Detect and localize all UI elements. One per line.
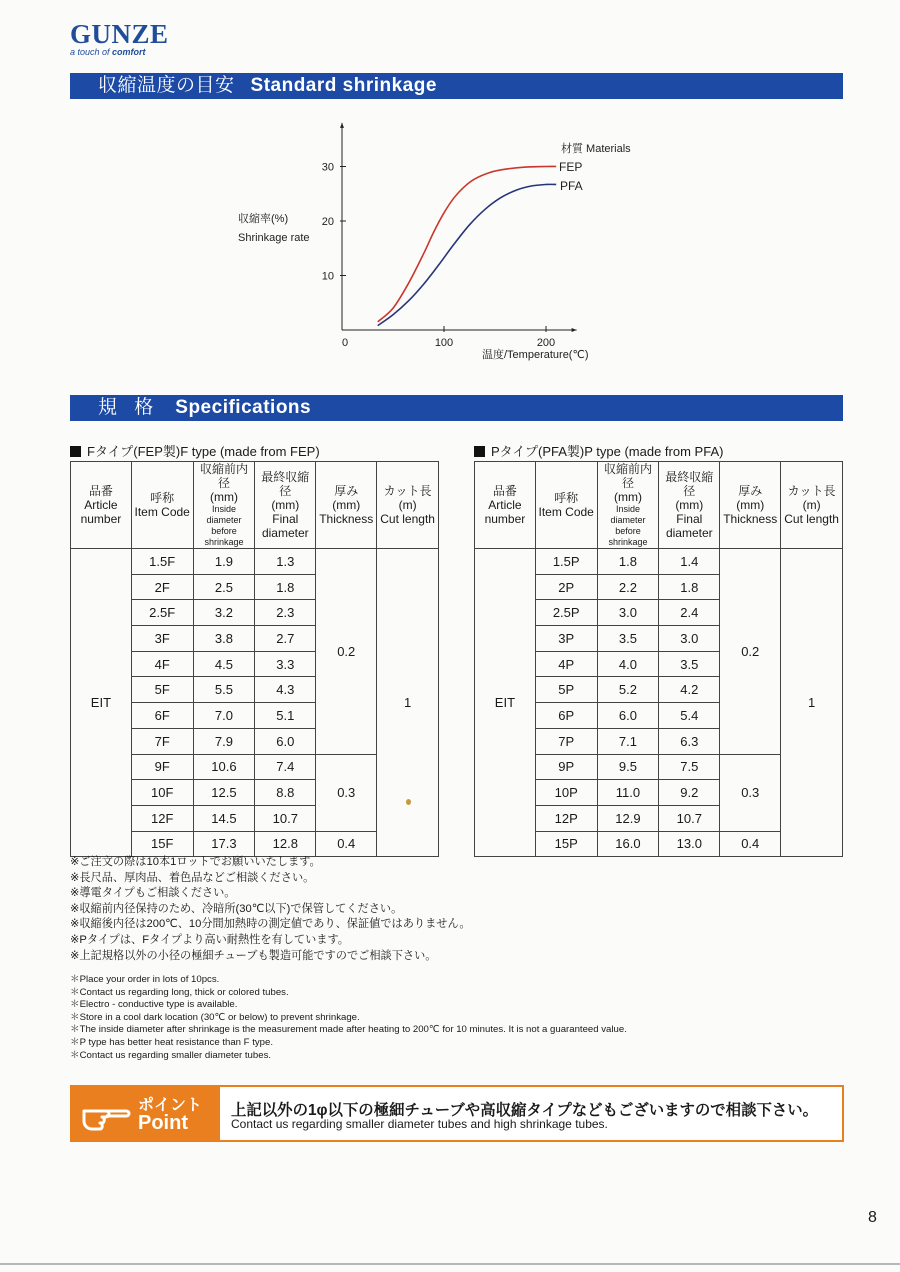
chart-legend-title: 材質 Materials [561, 143, 631, 155]
header-article: 品番 Article number [475, 462, 536, 549]
x-tick-label: 0 [341, 337, 349, 349]
item-code-cell: 3P [535, 626, 597, 652]
inside-diameter-cell: 7.0 [193, 703, 255, 729]
inside-diameter-cell: 1.9 [193, 549, 255, 575]
final-diameter-cell: 6.3 [659, 728, 720, 754]
ink-spot [406, 799, 411, 805]
header-final-diameter: 最終収縮径 (mm) Final diameter [255, 462, 316, 549]
section-bar-specifications [70, 395, 843, 421]
thickness-cell: 0.4 [720, 831, 781, 857]
item-code-cell: 10P [535, 780, 597, 806]
item-code-cell: 2.5F [131, 600, 193, 626]
header-thickness: 厚み (mm) Thickness [720, 462, 781, 549]
inside-diameter-cell: 1.8 [597, 549, 659, 575]
inside-diameter-cell: 3.0 [597, 600, 659, 626]
x-tick-label: 100 [434, 337, 454, 349]
final-diameter-cell: 3.3 [255, 651, 316, 677]
final-diameter-cell: 1.8 [255, 574, 316, 600]
inside-diameter-cell: 9.5 [597, 754, 659, 780]
item-code-cell: 2P [535, 574, 597, 600]
item-code-cell: 7F [131, 728, 193, 754]
header-inside-diameter: 収縮前内径 (mm) Inside diameter before shrinkage [597, 462, 659, 549]
header-item-code: 呼称 Item Code [131, 462, 193, 549]
item-code-cell: 5P [535, 677, 597, 703]
item-code-cell: 2F [131, 574, 193, 600]
inside-diameter-cell: 5.5 [193, 677, 255, 703]
pointing-hand-icon [80, 1093, 136, 1135]
final-diameter-cell: 3.5 [659, 651, 720, 677]
shrinkage-chart [230, 112, 660, 377]
point-text-jp: 上記以外の1φ以下の極細チューブや高収縮タイプなどもございますので相談下さい。 [231, 1102, 819, 1119]
item-code-cell: 1.5P [535, 549, 597, 575]
item-code-cell: 6F [131, 703, 193, 729]
page-number: 8 [868, 1209, 877, 1226]
inside-diameter-cell: 17.3 [193, 831, 255, 857]
item-code-cell: 15P [535, 831, 597, 857]
item-code-cell: 15F [131, 831, 193, 857]
x-axis-arrow-icon [572, 328, 577, 332]
p-type-spec-table [474, 461, 843, 857]
note-en: ＊Store in a cool dark location (30℃ or below) to prevent shrinkage. [70, 1011, 360, 1023]
inside-diameter-cell: 4.5 [193, 651, 255, 677]
y-axis-arrow-icon [340, 123, 344, 128]
inside-diameter-cell: 3.8 [193, 626, 255, 652]
header-cut-length: カット長 (m) Cut length [377, 462, 439, 549]
point-label-jp: ポイント [138, 1097, 203, 1114]
final-diameter-cell: 5.1 [255, 703, 316, 729]
final-diameter-cell: 2.7 [255, 626, 316, 652]
article-cell: EIT [71, 549, 132, 857]
note-en: ＊Contact us regarding smaller diameter tubes. [70, 1049, 272, 1061]
final-diameter-cell: 1.3 [255, 549, 316, 575]
y-tick-label: 20 [321, 216, 334, 228]
item-code-cell: 6P [535, 703, 597, 729]
item-code-cell: 4F [131, 651, 193, 677]
section1-title-jp: 収縮温度の目安 [98, 75, 235, 96]
note-en: ＊Place your order in lots of 10pcs. [70, 974, 220, 985]
inside-diameter-cell: 6.0 [597, 703, 659, 729]
table-row [71, 549, 439, 575]
item-code-cell: 4P [535, 651, 597, 677]
final-diameter-cell: 7.4 [255, 754, 316, 780]
item-code-cell: 2.5P [535, 600, 597, 626]
final-diameter-cell: 4.3 [255, 677, 316, 703]
chart-legend-fep: FEP [559, 160, 583, 174]
header-article: 品番 Article number [71, 462, 132, 549]
final-diameter-cell: 8.8 [255, 780, 316, 806]
inside-diameter-cell: 5.2 [597, 677, 659, 703]
note-jp: ※ご注文の際は10本1ロットでお願いいたします。 [70, 856, 321, 868]
x-tick-label: 200 [536, 337, 556, 349]
final-diameter-cell: 6.0 [255, 728, 316, 754]
section2-title-jp: 規 格 [98, 397, 160, 418]
header-cut-length: カット長 (m) Cut length [781, 462, 843, 549]
point-callout [70, 1085, 844, 1142]
section2-title-en: Specifications [175, 397, 312, 418]
chart-ylabel-en: Shrinkage rate [238, 232, 310, 244]
header-final-diameter: 最終収縮径 (mm) Final diameter [659, 462, 720, 549]
note-jp: ※収縮後内径は200℃、10分間加熱時の測定値であり、保証値ではありません。 [70, 918, 471, 931]
series-line-fep [378, 166, 557, 321]
item-code-cell: 3F [131, 626, 193, 652]
point-label-en: Point [138, 1112, 188, 1134]
y-tick-label: 10 [321, 270, 334, 283]
inside-diameter-cell: 3.5 [597, 626, 659, 652]
inside-diameter-cell: 12.5 [193, 780, 255, 806]
chart-ylabel-jp: 収縮率(%) [238, 213, 289, 225]
point-text-en: Contact us regarding smaller diameter tubes and high shrinkage tubes. [231, 1117, 608, 1131]
inside-diameter-cell: 2.5 [193, 574, 255, 600]
note-jp: ※長尺品、厚肉品、着色品などご相談ください。 [70, 871, 315, 884]
final-diameter-cell: 7.5 [659, 754, 720, 780]
final-diameter-cell: 9.2 [659, 780, 720, 806]
gunze-logo [70, 20, 169, 57]
f-table-caption: Fタイプ(FEP製)F type (made from FEP) [70, 441, 320, 460]
final-diameter-cell: 4.2 [659, 677, 720, 703]
inside-diameter-cell: 7.9 [193, 728, 255, 754]
cut-length-cell: 1 [377, 549, 439, 857]
inside-diameter-cell: 14.5 [193, 805, 255, 831]
inside-diameter-cell: 10.6 [193, 754, 255, 780]
article-cell: EIT [475, 549, 536, 857]
brand-tagline: a touch of comfort [70, 47, 146, 57]
note-en: ＊P type has better heat resistance than F type. [70, 1036, 274, 1048]
inside-diameter-cell: 3.2 [193, 600, 255, 626]
item-code-cell: 5F [131, 677, 193, 703]
square-bullet-icon [474, 446, 485, 457]
series-line-pfa [378, 184, 557, 325]
final-diameter-cell: 2.4 [659, 600, 720, 626]
note-en: ＊Electro - conductive type is available. [70, 999, 238, 1011]
chart-legend-pfa: PFA [560, 179, 583, 193]
thickness-cell: 0.4 [316, 831, 377, 857]
header-item-code: 呼称 Item Code [535, 462, 597, 549]
square-bullet-icon [70, 446, 81, 457]
item-code-cell: 9P [535, 754, 597, 780]
inside-diameter-cell: 12.9 [597, 805, 659, 831]
inside-diameter-cell: 2.2 [597, 574, 659, 600]
final-diameter-cell: 10.7 [255, 805, 316, 831]
header-inside-diameter: 収縮前内径 (mm) Inside diameter before shrinkage [193, 462, 255, 549]
final-diameter-cell: 5.4 [659, 703, 720, 729]
final-diameter-cell: 10.7 [659, 805, 720, 831]
note-jp: ※導電タイプもご相談ください。 [70, 887, 236, 900]
chart-lines [378, 166, 557, 325]
inside-diameter-cell: 11.0 [597, 780, 659, 806]
final-diameter-cell: 12.8 [255, 831, 316, 857]
notes-english [70, 974, 627, 1062]
note-en: ＊The inside diameter after shrinkage is the measurement made after heating to 200℃ for 10 minutes. It is not a guaranteed value. [70, 1024, 627, 1036]
table-header-row [475, 462, 843, 549]
note-jp: ※収縮前内径保持のため、冷暗所(30℃以下)で保管してください。 [70, 902, 403, 915]
item-code-cell: 12F [131, 805, 193, 831]
chart-xlabel: 温度/Temperature(℃) [482, 349, 589, 361]
item-code-cell: 9F [131, 754, 193, 780]
header-thickness: 厚み (mm) Thickness [316, 462, 377, 549]
chart-axes [340, 123, 577, 332]
inside-diameter-cell: 16.0 [597, 831, 659, 857]
note-jp: ※Pタイプは、Fタイプより高い耐熱性を有しています。 [70, 933, 349, 946]
y-tick-label: 30 [321, 161, 334, 174]
note-en: ＊Contact us regarding long, thick or colored tubes. [70, 986, 289, 998]
p-table-caption: Pタイプ(PFA製)P type (made from PFA) [474, 441, 723, 460]
final-diameter-cell: 1.4 [659, 549, 720, 575]
item-code-cell: 12P [535, 805, 597, 831]
note-jp: ※上記規格以外の小径の極細チューブも製造可能ですのでご相談下さい。 [70, 949, 437, 962]
f-type-spec-table [70, 461, 439, 857]
thickness-cell: 0.3 [316, 754, 377, 831]
item-code-cell: 7P [535, 728, 597, 754]
inside-diameter-cell: 4.0 [597, 651, 659, 677]
final-diameter-cell: 13.0 [659, 831, 720, 857]
final-diameter-cell: 2.3 [255, 600, 316, 626]
bottom-divider [0, 1263, 900, 1265]
brand-name: GUNZE [70, 19, 169, 49]
section1-title-en: Standard shrinkage [250, 75, 437, 96]
final-diameter-cell: 1.8 [659, 574, 720, 600]
point-badge [72, 1087, 220, 1140]
item-code-cell: 1.5F [131, 549, 193, 575]
table-header-row [71, 462, 439, 549]
final-diameter-cell: 3.0 [659, 626, 720, 652]
table-row [475, 549, 843, 575]
notes-japanese [70, 855, 471, 964]
item-code-cell: 10F [131, 780, 193, 806]
section-bar-standard-shrinkage [70, 73, 843, 99]
cut-length-cell: 1 [781, 549, 843, 857]
thickness-cell: 0.3 [720, 754, 781, 831]
thickness-cell: 0.2 [316, 549, 377, 755]
inside-diameter-cell: 7.1 [597, 728, 659, 754]
thickness-cell: 0.2 [720, 549, 781, 755]
